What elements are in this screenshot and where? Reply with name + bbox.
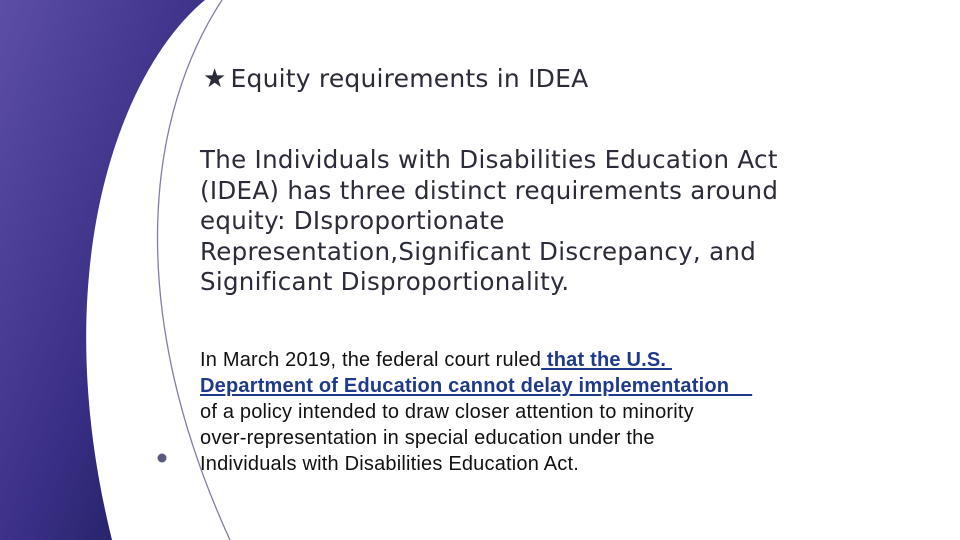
- arc-dot: [158, 454, 167, 463]
- slide-heading: [203, 64, 588, 94]
- body-line: [200, 373, 890, 399]
- left-curved-panel: [0, 0, 205, 540]
- body-line: [200, 347, 890, 373]
- intro-paragraph: [200, 145, 900, 298]
- intro-line: equity: DIsproportionate: [200, 206, 505, 235]
- star-icon: ★: [203, 64, 227, 94]
- ruling-link-part1[interactable]: that the U.S.: [541, 349, 672, 371]
- body-line: over-representation in special education under the: [200, 427, 655, 449]
- body-line-text: In March 2019, the federal court ruled: [200, 349, 542, 371]
- intro-line: Representation,Significant Discrepancy, and: [200, 236, 757, 266]
- intro-line: The Individuals with Disabilities Education Act: [200, 145, 778, 174]
- intro-line: Significant Disproportionality.: [200, 267, 570, 296]
- body-line: of a policy intended to draw closer attention to minority: [200, 401, 694, 423]
- heading-text: Equity requirements in IDEA: [230, 64, 589, 93]
- intro-line: (IDEA) has three distinct requirements around: [200, 175, 779, 205]
- body-line: Individuals with Disabilities Education Act.: [200, 453, 579, 475]
- court-ruling-paragraph: [200, 347, 890, 477]
- ruling-link-part2[interactable]: Department of Education cannot delay implementation: [200, 375, 753, 397]
